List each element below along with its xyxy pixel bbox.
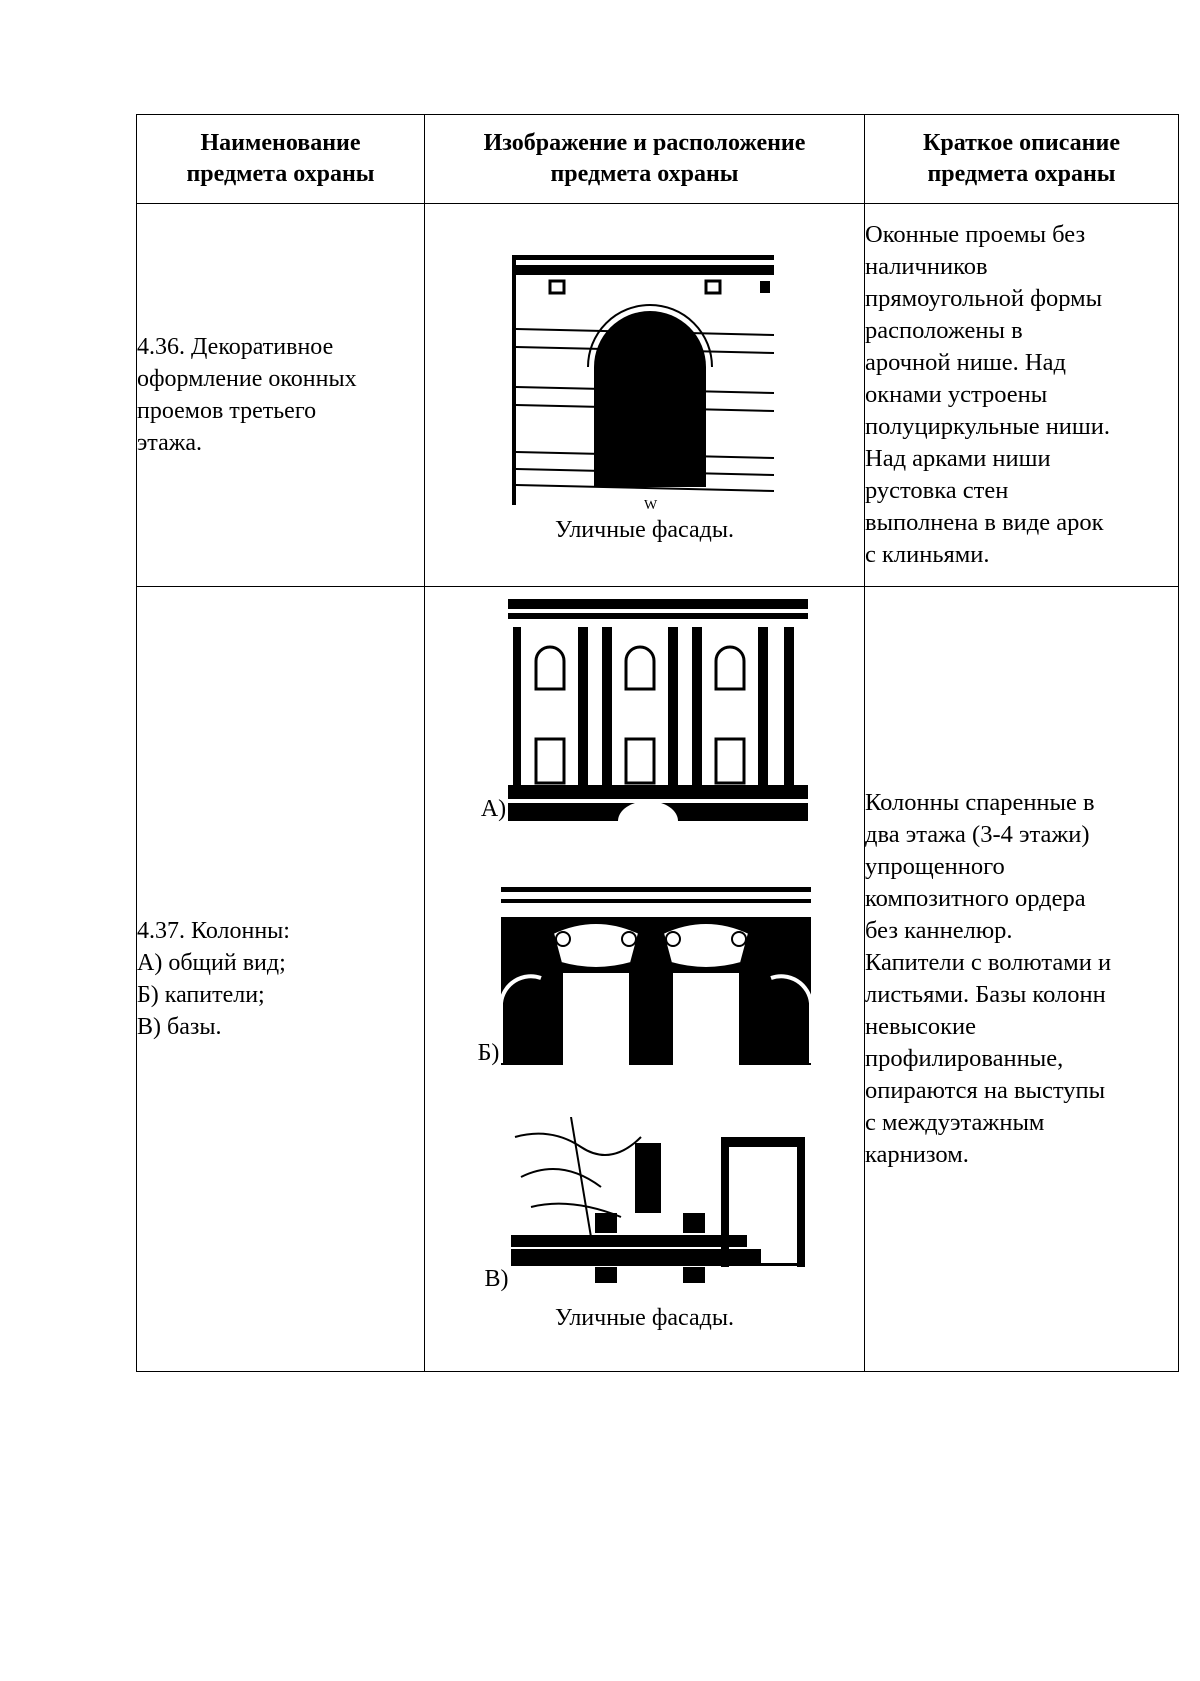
header-name: Наименование предмета охраны (137, 115, 425, 204)
protection-table (136, 114, 1179, 1372)
header-description: Краткое описание предмета охраны (865, 115, 1179, 204)
figure-a (425, 599, 864, 821)
columns-general-view-photo (508, 599, 808, 821)
header-image: Изображение и расположение предмета охраны (425, 115, 865, 204)
image-caption: Уличные фасады. (555, 1305, 734, 1331)
row-name-cell: 4.37. Колонны: А) общий вид; Б) капители; В) базы. (137, 587, 425, 1372)
table-header-row (137, 115, 1179, 204)
row-image-cell (425, 204, 865, 587)
arched-window-photo (510, 247, 780, 517)
table-row (137, 204, 1179, 587)
column-bases-photo (511, 1117, 805, 1291)
figure-label-a: А) (480, 796, 507, 822)
table-row (137, 587, 1179, 1372)
figure-b (425, 883, 864, 1065)
row-name-cell: 4.36. Декоративное оформление оконных проемов третьего этажа. (137, 204, 425, 587)
row-image-cell (425, 587, 865, 1372)
figure-label-c: В) (484, 1266, 509, 1292)
svg-text:W: W (643, 497, 657, 513)
figure-c (425, 1117, 864, 1291)
figure-label-b: Б) (477, 1040, 500, 1066)
image-caption: Уличные фасады. (555, 516, 734, 543)
column-capitals-photo (501, 883, 811, 1065)
row-description-cell: Колонны спаренные в два этажа (3-4 этажи) упрощенного композитного ордера без каннелюр. Капители с волютами и листьями. Базы колонн невысокие профилированные, опираются на выступы с междуэтажным карнизом. (865, 587, 1179, 1372)
row-description-cell: Оконные проемы без наличников прямоугольной формы расположены в арочной нише. Над окнами устроены полуциркульные ниши. Над арками ниши рустовка стен выполнена в виде арок с клиньями. (865, 204, 1179, 587)
